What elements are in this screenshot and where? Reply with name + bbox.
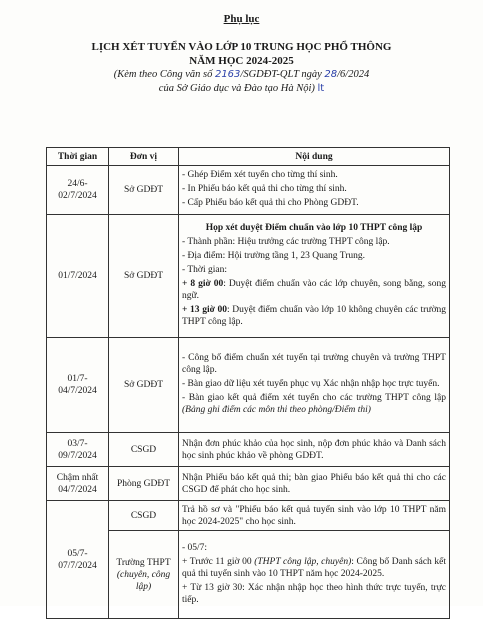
schedule-text: : Duyệt điểm chuẩn vào các lớp chuyên, song bằng, song ngữ. [182,279,446,301]
row-time: Chậm nhất 04/7/2024 [47,467,109,501]
content-item: - In Phiếu báo kết quả thi cho từng thí sinh. [182,184,347,194]
reference-date-tail: /6/2024 [337,69,370,80]
row-content: Nhận Phiếu báo kết quả thi; bàn giao Phiếu báo kết quả thi cho các CSGD để phát cho học sinh. [179,467,450,501]
content-item [182,304,446,328]
document-title-line2: NĂM HỌC 2024-2025 [189,55,294,67]
row-unit: CSGD [109,433,179,467]
content-item: - Thành phần: Hiệu trưởng các trường THPT công lập. [182,237,390,247]
header-content: Nội dung [179,148,450,166]
content-item [182,556,446,580]
content-item: - Công bố điểm chuẩn xét tuyển tại trường chuyên và trường THPT công lập. [182,353,446,375]
reference-prefix: (Kèm theo Công văn số [113,69,213,80]
row-unit: Phòng GDĐT [109,467,179,501]
row-time: 01/7- 04/7/2024 [47,338,109,433]
row-unit: Sở GDĐT [109,215,179,338]
table-row [47,467,450,501]
reference-line1 [0,69,483,80]
reference-day: 28 [324,69,338,80]
row-content: Nhận đơn phúc khảo của học sinh, nộp đơn phúc khảo và Danh sách học sinh phúc khảo về phòng GDĐT. [179,433,450,467]
unit-name: Trường THPT [116,557,171,568]
table-row [47,501,450,531]
row-unit: Sở GDĐT [109,338,179,433]
row-content [179,531,450,619]
header-unit: Đơn vị [109,148,179,166]
row-time: 24/6- 02/7/2024 [47,166,109,215]
row-unit [109,531,179,619]
content-item [182,392,446,416]
row-time: 01/7/2024 [47,215,109,338]
row-content [179,215,450,338]
reference-number: 2163 [214,69,241,80]
row-content [179,166,450,215]
content-heading: Họp xét duyệt Điểm chuẩn vào lớp 10 THPT công lập [205,223,423,233]
row-unit: CSGD [109,501,179,531]
table-header-row [47,148,450,166]
row-time: 03/7- 09/7/2024 [47,433,109,467]
reference-mid: /SGDĐT-QLT ngày [240,69,322,80]
content-item: - Thời gian: [182,265,227,275]
content-item: + Từ 13 giờ 30: Xác nhận nhập học theo hình thức trực tuyến, trực tiếp. [182,582,446,605]
handwritten-initial-mark: lt [317,83,325,94]
unit-note: (chuyên, công lập) [116,569,171,592]
table-row [47,166,450,215]
content-item: - 05/7: [182,542,208,553]
row-time: 05/7- 07/7/2024 [47,501,109,619]
row-content [179,338,450,433]
reference-line2 [0,83,483,94]
content-note: (Bảng ghi điểm các môn thi theo phòng/Điểm thi) [182,405,371,415]
content-text: - Bàn giao kết quả điểm xét tuyển cho các trường THPT công lập [182,393,446,403]
content-note: (THPT công lập, chuyên) [254,556,352,567]
document-title-line1: LỊCH XÉT TUYỂN VÀO LỚP 10 TRUNG HỌC PHỔ THÔNG [91,41,392,53]
appendix-label: Phụ lục [223,13,260,25]
content-item: - Cấp Phiếu báo kết quả thi cho Phòng GDĐT. [182,198,359,208]
reference-issuer: của Sở Giáo dục và Đào tạo Hà Nội) [158,83,315,94]
schedule-text: : Duyệt điểm chuẩn vào lớp 10 không chuyên các trường THPT công lập. [182,305,446,327]
schedule-time: + 8 giờ 00 [182,279,224,289]
content-text: + Trước 11 giờ 00 [182,556,255,567]
row-unit: Sở GDĐT [109,166,179,215]
content-item: - Địa điểm: Hội trường tầng 1, 23 Quang Trung. [182,251,366,261]
table-row [47,338,450,433]
content-item: - Ghép Điểm xét tuyển cho từng thí sinh. [182,170,338,180]
schedule-table [46,147,450,619]
table-row [47,215,450,338]
row-content: Trả hồ sơ và "Phiếu báo kết quả tuyển sinh vào lớp 10 THPT năm học 2024-2025" cho học sinh. [179,501,450,531]
table-row [47,433,450,467]
schedule-time: + 13 giờ 00 [182,305,228,315]
content-item: - Bàn giao dữ liệu xét tuyển phục vụ Xác nhận nhập học trực tuyến. [182,379,440,389]
header-time: Thời gian [47,148,109,166]
content-item [182,278,446,302]
content-text: : Công bố Danh sách kết quả thi tuyển sinh vào 10 THPT năm học 2024-2025. [182,556,446,579]
